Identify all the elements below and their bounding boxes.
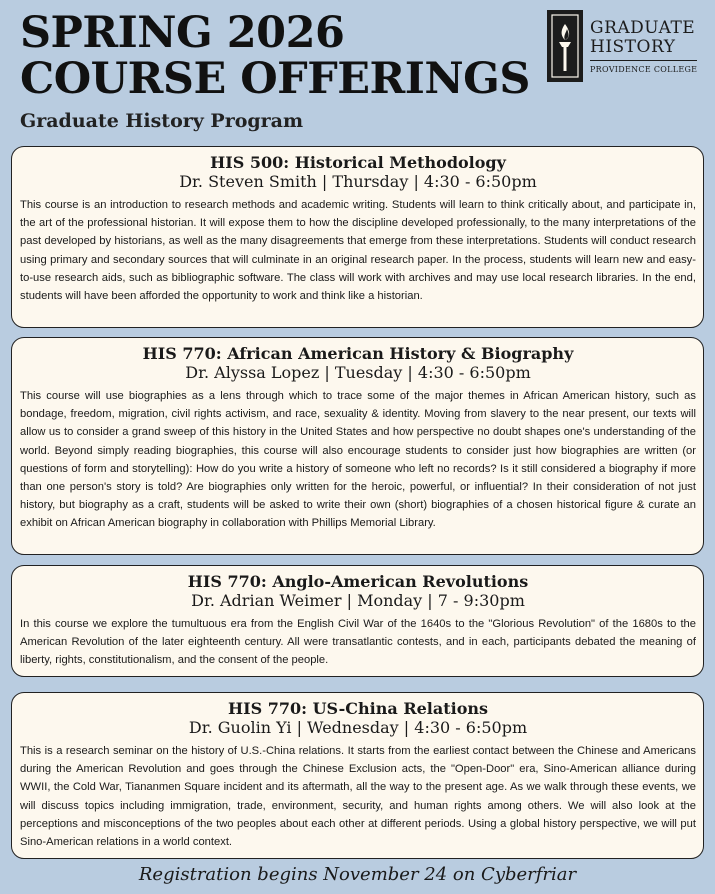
title-line-2: COURSE OFFERINGS (20, 54, 530, 104)
course-description: This course will use biographies as a lens through which to trace some of the major themes in African American history, such as bondage, freedom, migration, civil rights activism, and race, sexuality & identity. Moving from slavery to the near present, our texts will allow us to consider a grand sweep of this history in the United States and how perspective no doubt shapes one's understanding of the world. Beyond simply reading biographies, this course will also encourage students to consider just how biographies are written (or questions of form and storytelling): How do you write a history of someone who left no records? Is it still considered a biography if more than one person's story is told? Are biographies only written for the heroic, powerful, or influential? In their consideration of not just history, but biography as a craft, students will be asked to write their own (short) biographies of a chosen historical figure & curate an exhibit on African American biography in collaboration with Phillips Memorial Library. (20, 390, 696, 530)
course-card-his770-african-american (11, 337, 704, 555)
course-title: HIS 770: Anglo-American Revolutions (187, 572, 529, 591)
course-title: HIS 770: US-China Relations (227, 699, 489, 718)
torch-icon (547, 10, 583, 82)
course-meta: Dr. Alyssa Lopez | Tuesday | 4:30 - 6:50pm (185, 363, 531, 382)
page-title (20, 10, 540, 102)
graduate-history-logo (547, 10, 712, 86)
page-header (20, 10, 540, 132)
logo-text (590, 10, 697, 74)
course-card-his500 (11, 146, 704, 328)
course-title: HIS 500: Historical Methodology (210, 153, 506, 172)
logo-line-history: HISTORY (590, 38, 697, 61)
course-description: This course is an introduction to research methods and academic writing. Students will learn to think critically about, and participate in, the art of the professional historian. It will expose them to how the discipline developed professionally, to the many interpretations of the past developed by historians, as well as the many disagreements that emerge from these interpretations. Students will conduct research using primary and secondary sources that will culminate in an original research paper. In the process, students will learn new and easy-to-use research aids, such as bibliographic software. The class will work with archives and may use local research libraries. In the end, students will have been afforded the opportunity to work and think like a historian. (20, 199, 696, 303)
course-description: This is a research seminar on the history of U.S.-China relations. It starts from the earliest contact between the Chinese and Americans during the American Revolution and goes through the Chinese Exclusion acts, the "Open-Door" era, Sino-American alliance during WWII, the Cold War, Tiananmen Square incident and its aftermath, all the way to the present age. As we walk through these events, we will discuss topics including immigration, trade, environment, security, and human rights among others. We will also look at the perceptions and misconceptions of the two peoples about each other at different periods. Using a global history perspective, we will put Sino-American relations in a world context. (20, 745, 696, 849)
course-description: In this course we explore the tumultuous era from the English Civil War of the 1640s to the "Glorious Revolution" of the 1680s to the American Revolution of the later eighteenth century. All were transatlantic contests, and in each, participants debated the meaning of liberty, rights, constitutionalism, and the consent of the people. (20, 618, 696, 667)
course-meta: Dr. Steven Smith | Thursday | 4:30 - 6:50pm (179, 172, 537, 191)
registration-notice: Registration begins November 24 on Cyberfriar (138, 864, 577, 885)
course-card-his770-anglo-american (11, 565, 704, 677)
course-meta: Dr. Guolin Yi | Wednesday | 4:30 - 6:50pm (188, 718, 528, 737)
page-subtitle: Graduate History Program (20, 110, 304, 132)
logo-line-graduate: GRADUATE (590, 18, 696, 38)
course-card-his770-us-china (11, 692, 704, 859)
course-title: HIS 770: African American History & Biography (142, 344, 574, 363)
course-meta: Dr. Adrian Weimer | Monday | 7 - 9:30pm (191, 591, 525, 610)
logo-line-college: PROVIDENCE COLLEGE (590, 65, 698, 74)
title-line-1: SPRING 2026 (20, 8, 345, 58)
